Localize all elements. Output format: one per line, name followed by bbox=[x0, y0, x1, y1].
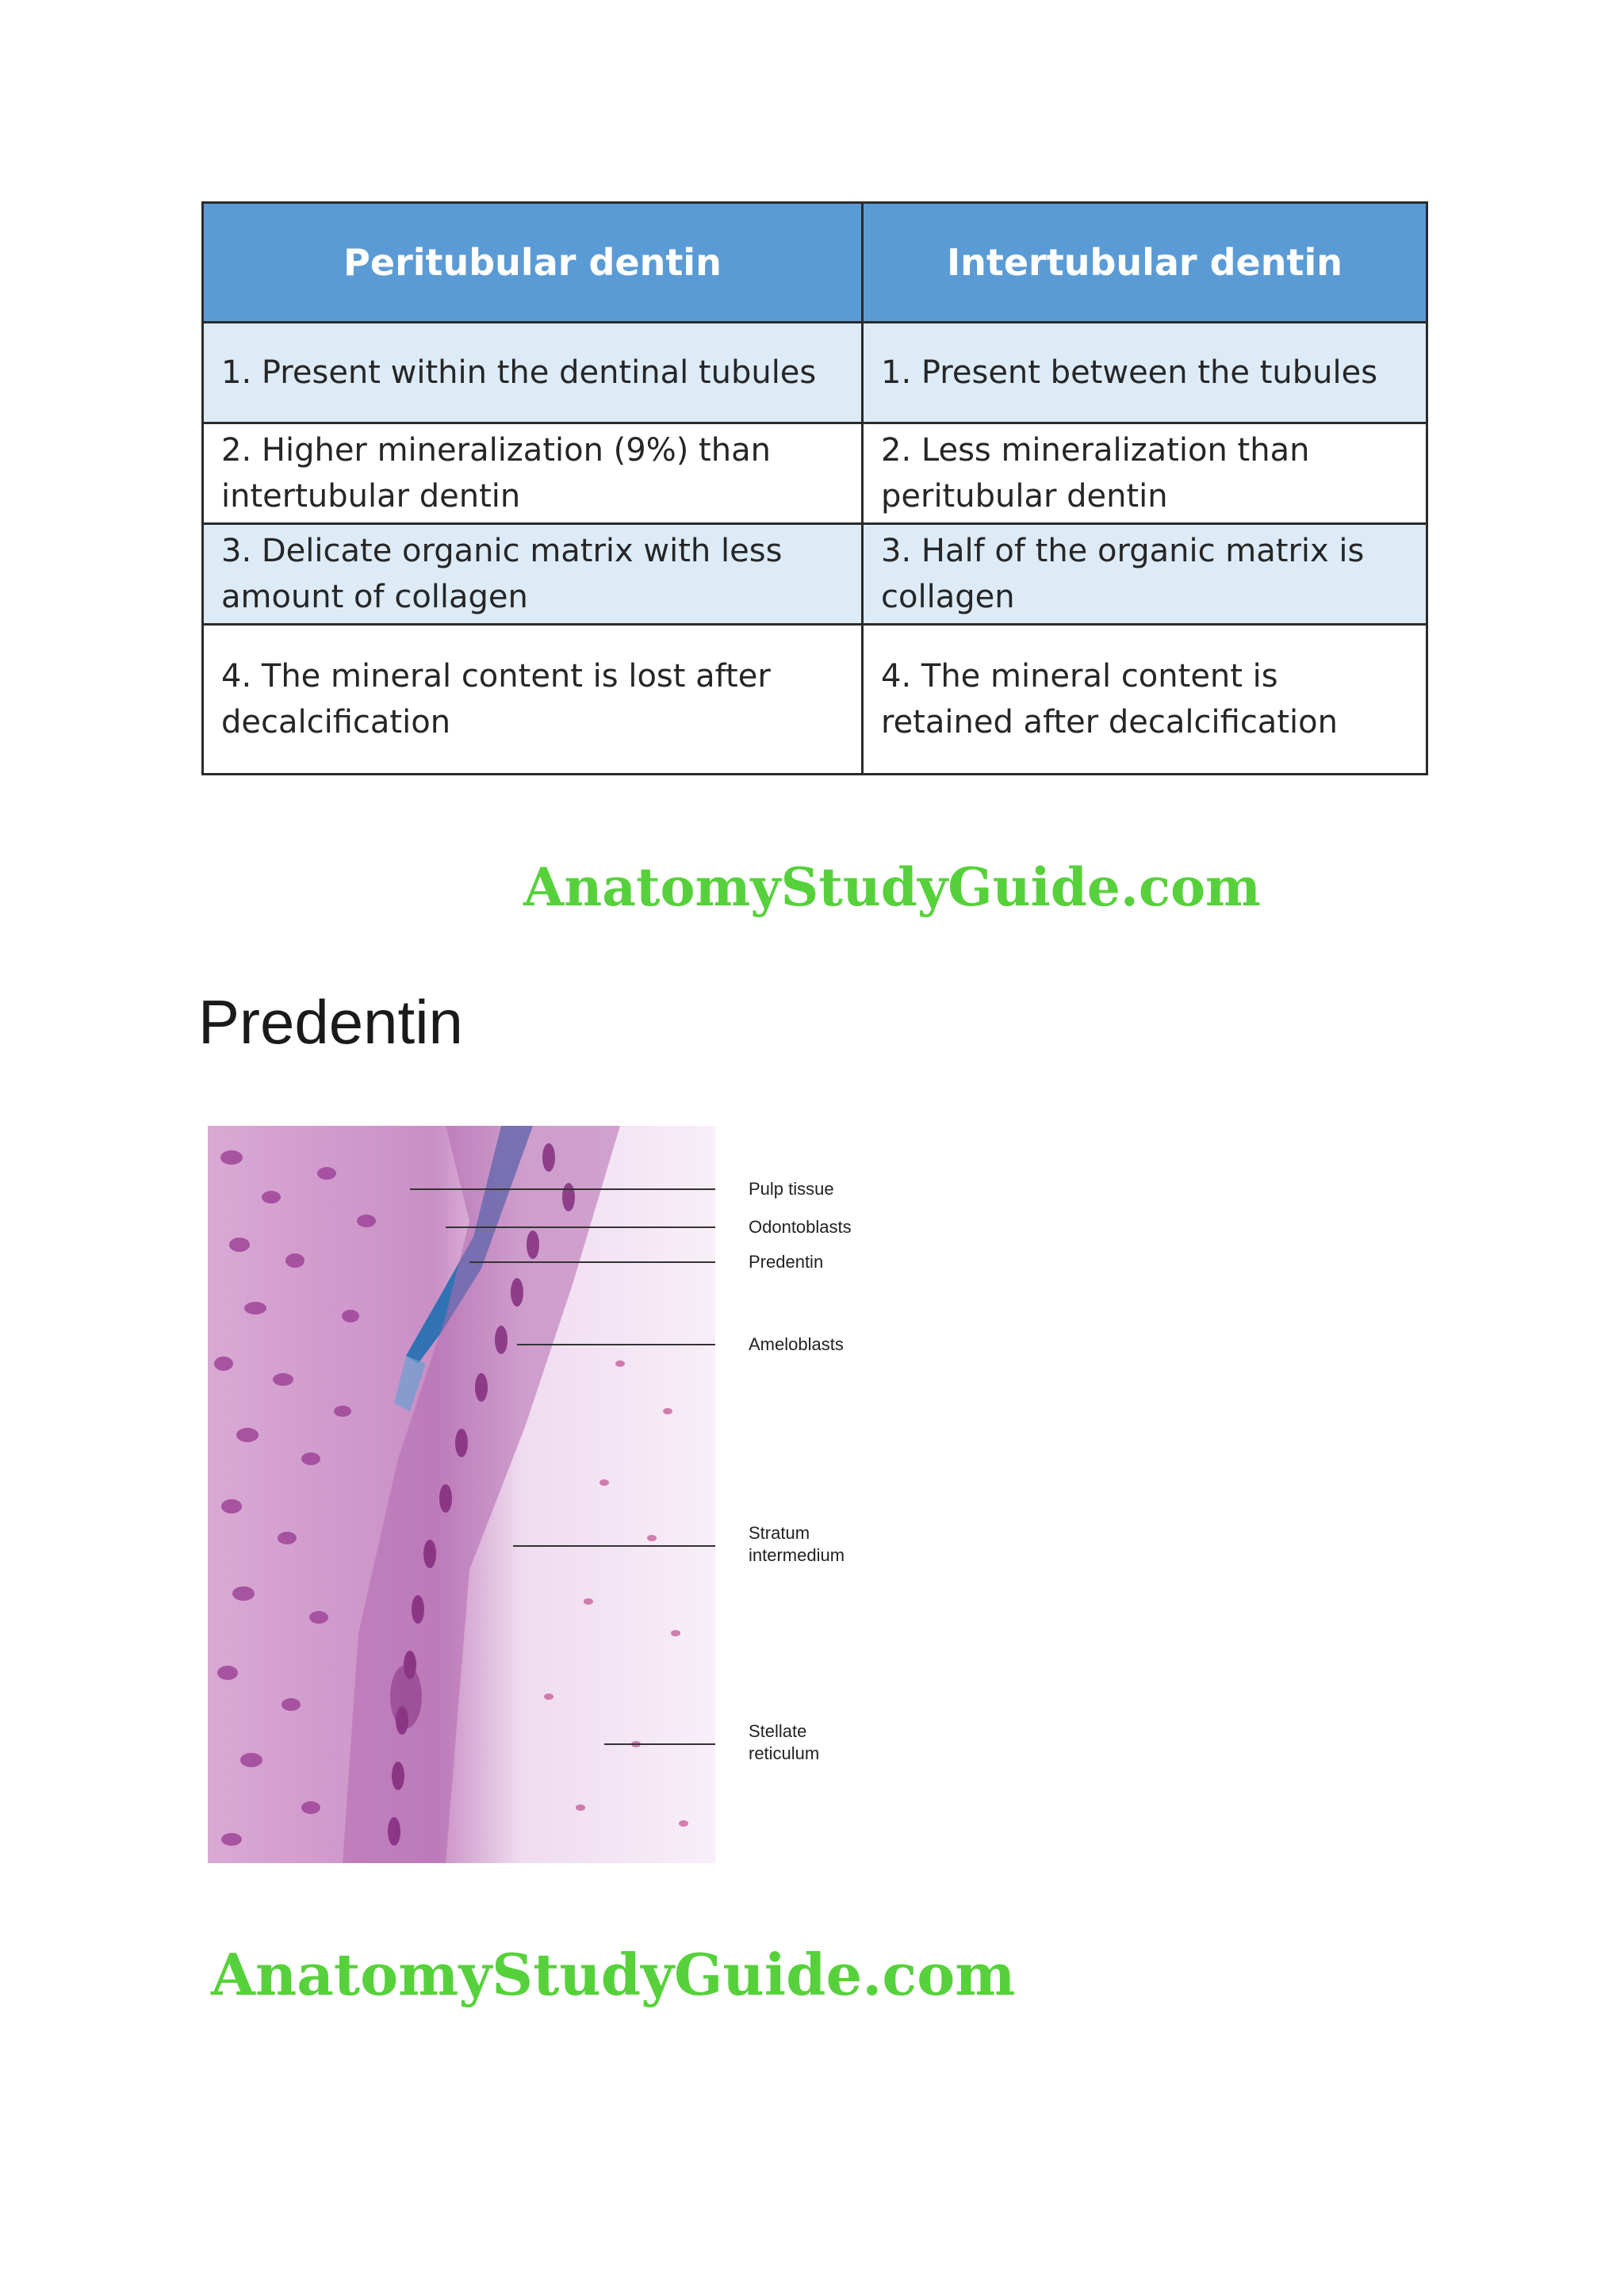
table-cell: 1. Present between the tubules bbox=[863, 323, 1427, 423]
label-stratum-intermedium bbox=[749, 1522, 845, 1567]
table-cell: 3. Half of the organic matrix is collagen bbox=[863, 524, 1427, 625]
label-stellate-line1: Stellate bbox=[749, 1721, 807, 1741]
header-intertubular: Intertubular dentin bbox=[863, 203, 1427, 323]
table-cell: 3. Delicate organic matrix with less amount of collagen bbox=[203, 524, 863, 625]
watermark-top: AnatomyStudyGuide.com bbox=[523, 856, 1261, 918]
table-header-row bbox=[203, 203, 1427, 323]
table-cell: 1. Present within the dentinal tubules bbox=[203, 323, 863, 423]
table-cell: 4. The mineral content is lost after decalcification bbox=[203, 625, 863, 775]
label-stellate-reticulum bbox=[749, 1720, 819, 1765]
watermark-bottom: AnatomyStudyGuide.com bbox=[211, 1941, 1016, 2008]
table-cell: 4. The mineral content is retained after decalcification bbox=[863, 625, 1427, 775]
label-odontoblasts: Odontoblasts bbox=[749, 1217, 852, 1237]
header-peritubular: Peritubular dentin bbox=[203, 203, 863, 323]
label-pulp-tissue: Pulp tissue bbox=[749, 1179, 834, 1199]
label-stellate-line2: reticulum bbox=[749, 1743, 820, 1763]
predentin-figure bbox=[208, 1126, 890, 1863]
label-predentin: Predentin bbox=[749, 1252, 824, 1272]
table-row bbox=[203, 423, 1427, 524]
table-row bbox=[203, 323, 1427, 423]
table-cell: 2. Higher mineralization (9%) than intertubular dentin bbox=[203, 423, 863, 524]
label-ameloblasts: Ameloblasts bbox=[749, 1334, 844, 1354]
histology-micrograph bbox=[208, 1126, 715, 1863]
table-row bbox=[203, 625, 1427, 775]
table-row bbox=[203, 524, 1427, 625]
section-title: Predentin bbox=[198, 987, 463, 1057]
label-stratum-line1: Stratum bbox=[749, 1523, 810, 1543]
table-cell: 2. Less mineralization than peritubular dentin bbox=[863, 423, 1427, 524]
comparison-table bbox=[201, 201, 1428, 775]
label-stratum-line2: intermedium bbox=[749, 1545, 845, 1565]
